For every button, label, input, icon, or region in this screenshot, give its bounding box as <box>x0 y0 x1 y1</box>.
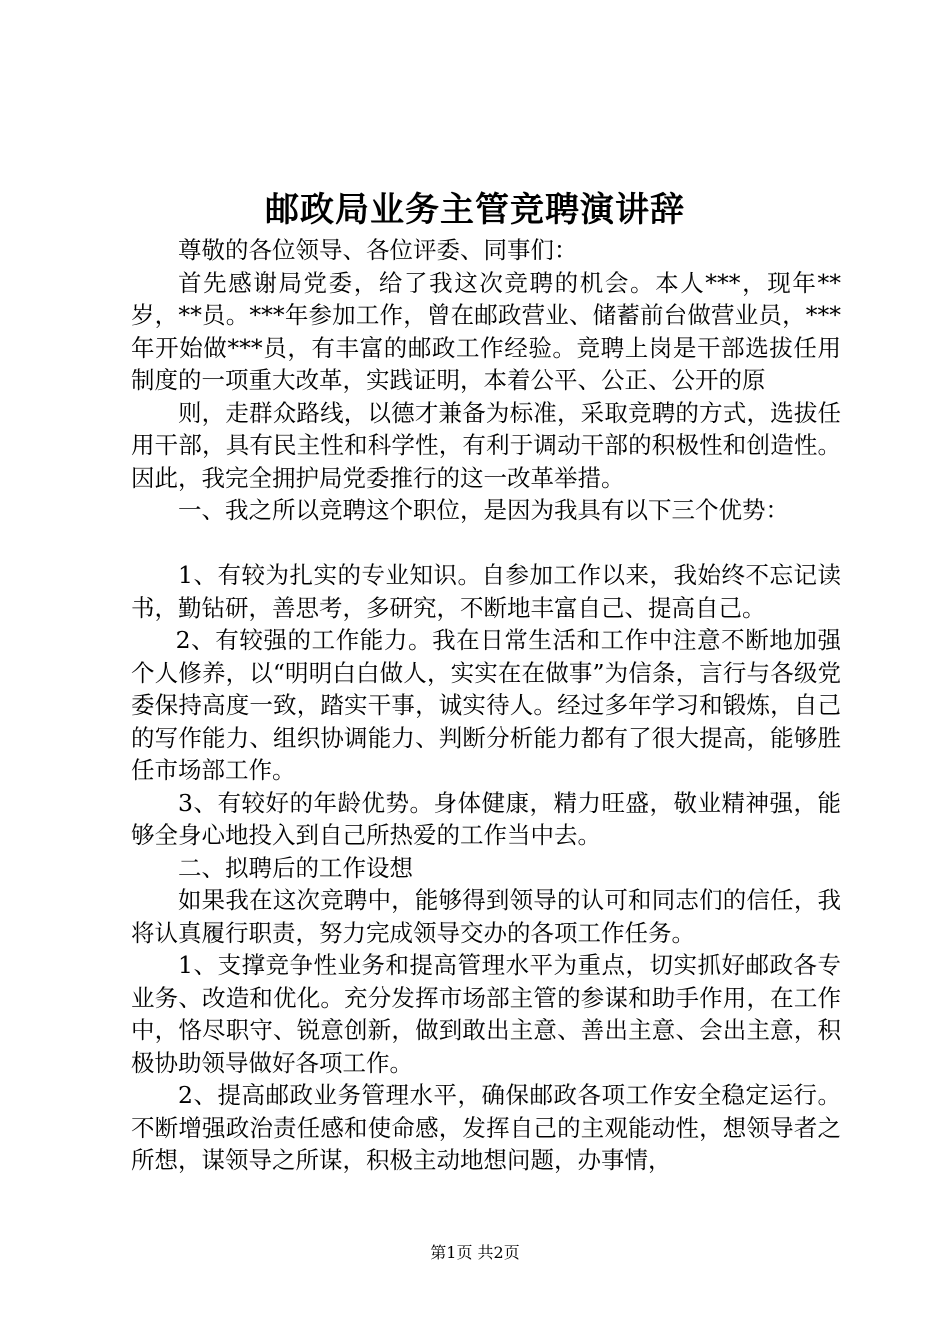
paragraph-plan-one: 1、支撑竞争性业务和提高管理水平为重点，切实抓好邮政各专业务、改造和优化。充分发挥市场部主管的参谋和助手作用，在工作中，恪尽职守、锐意创新，做到敢出主意、善出主意、会出主意，积极协助领导做好各项工作。 <box>131 951 841 1077</box>
paragraph-greeting: 尊敬的各位领导、各位评委、同事们： <box>178 236 578 264</box>
paragraph-intro: 首先感谢局党委，给了我这次竞聘的机会。本人***，现年**岁，**员。***年参加工作，曾在邮政营业、储蓄前台做营业员，***年开始做***员，有丰富的邮政工作经验。竞聘上岗是干部选拔任用制度的一项重大改革，实践证明，本着公平、公正、公开的原 <box>131 268 841 394</box>
paragraph-plan-intro: 如果我在这次竞聘中，能够得到领导的认可和同志们的信任，我将认真履行职责，努力完成领导交办的各项工作任务。 <box>131 886 841 947</box>
paragraph-blank <box>131 527 841 560</box>
paragraph-plan-two: 2、提高邮政业务管理水平，确保邮政各项工作安全稳定运行。不断增强政治责任感和使命感，发挥自己的主观能动性，想领导者之所想，谋领导之所谋，积极主动地想问题，办事情， <box>131 1081 841 1174</box>
paragraph-section-one-heading: 一、我之所以竞聘这个职位，是因为我具有以下三个优势： <box>178 496 789 524</box>
page-footer: 第1页 共2页 <box>430 1243 520 1262</box>
paragraph-reform: 则，走群众路线，以德才兼备为标准，采取竞聘的方式，选拔任用干部，具有民主性和科学性，有利于调动干部的积极性和创造性。因此，我完全拥护局党委推行的这一改革举措。 <box>131 398 841 492</box>
paragraph-section-two-heading: 二、拟聘后的工作设想 <box>178 853 413 882</box>
paragraph-advantage-two: 2、有较强的工作能力。我在日常生活和工作中注意不断地加强个人修养，以“明明白白做人，实实在在做事”为信条，言行与各级党委保持高度一致，踏实干事，诚实待人。经过多年学习和锻炼，自己的写作能力、组织协调能力、判断分析能力都有了很大提高，能够胜任市场部工作。 <box>131 626 841 784</box>
paragraph-advantage-one: 1、有较为扎实的专业知识。自参加工作以来，我始终不忘记读书，勤钻研，善思考，多研究，不断地丰富自己、提高自己。 <box>131 561 841 622</box>
document-title: 邮政局业务主管竞聘演讲辞 <box>265 190 685 230</box>
document-body <box>131 234 841 1177</box>
paragraph-advantage-three: 3、有较好的年龄优势。身体健康，精力旺盛，敬业精神强，能够全身心地投入到自己所热爱的工作当中去。 <box>131 788 841 849</box>
